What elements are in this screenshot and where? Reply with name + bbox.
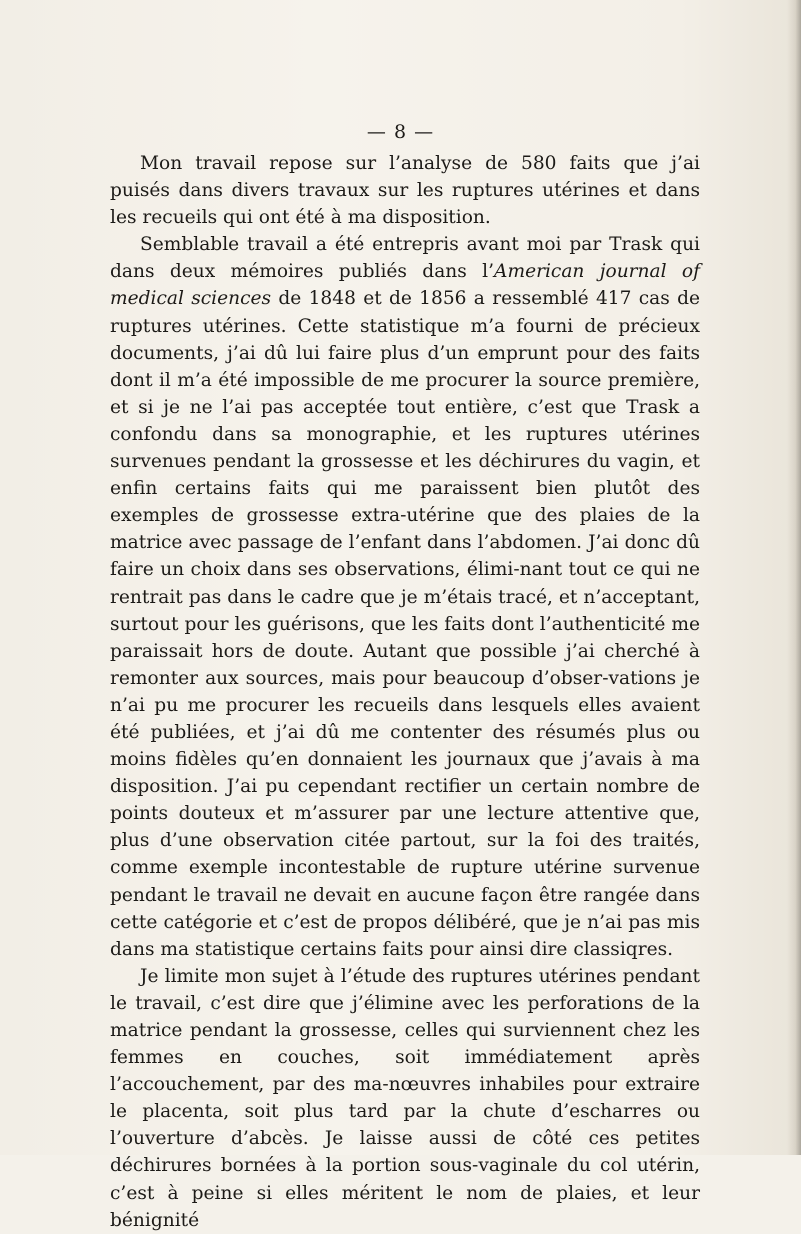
paragraph-2-text-b: de 1848 et de 1856 a ressemblé 417 cas de ruptures utérines. Cette statistique m’a fourni de précieux documents, j’ai dû lui faire plus d’un emprunt pour des faits dont il m’a été impossible de me procurer la source première, et si je ne l’ai pas acceptée tout entière, c’est que Trask a confondu dans sa monographie, et les ruptures utérines survenues pendant la grossesse et les déchirures du vagin, et enfin certains faits qui me paraissent bien plutôt des exemples de grossesse extra-utérine que des plaies de la matrice avec passage de l’enfant dans l’abdomen. J’ai donc dû faire un choix dans ses observations, élimi-nant tout ce qui ne rentrait pas dans le cadre que je m’étais tracé, et n’acceptant, surtout pour les guérisons, que les faits dont l’authenticité me paraissait hors de doute. Autant que possible j’ai cherché à remonter aux sources, mais pour beaucoup d’obser-vations je n’ai pu me procurer les recueils dans lesquels elles avaient été publiées, et j’ai dû me contenter des résumés plus ou moins fidèles qu’en donnaient les journaux que j’avais à ma disposition. J’ai pu cependant rectifier un certain nombre de points douteux et m’assurer par une lecture attentive que, plus d’une observation citée partout, sur la foi des traités, comme exemple incontestable de rupture utérine survenue pendant le travail ne devait en aucune façon être rangée dans cette catégorie et c’est de propos délibéré, que je n’ai pas mis dans ma statistique certains faits pour ainsi dire classiqres. bbox=[110, 288, 700, 960]
paragraph-1-text: Mon travail repose sur l’analyse de 580 faits que j’ai puisés dans divers travaux sur les ruptures utérines et dans les recueils qui ont été à ma disposition. bbox=[110, 153, 700, 229]
paragraph-2 bbox=[110, 231, 700, 963]
paragraph-3 bbox=[110, 963, 700, 1234]
journal-title: American journal of medical sciences bbox=[110, 261, 700, 310]
page-edge-shadow bbox=[787, 0, 801, 1155]
paragraph-2-text-a: Semblable travail a été entrepris avant moi par Trask qui dans deux mémoires publiés dans l’ bbox=[110, 234, 700, 283]
page-number: — 8 — bbox=[366, 121, 435, 143]
paragraph-1 bbox=[110, 150, 700, 231]
paragraph-3-text: Je limite mon sujet à l’étude des ruptures utérines pendant le travail, c’est dire que j’élimine avec les perforations de la matrice pendant la grossesse, celles qui surviennent chez les femmes en couches, soit immédiatement après l’accouchement, par des ma-nœuvres inhabiles pour extraire le placenta, soit plus tard par la chute d’escharres ou l’ouverture d’abcès. Je laisse aussi de côté ces petites déchirures bornées à la portion sous-vaginale du col utérin, c’est à peine si elles méritent le nom de plaies, et leur bénignité bbox=[110, 965, 700, 1231]
body-text bbox=[110, 150, 700, 1234]
